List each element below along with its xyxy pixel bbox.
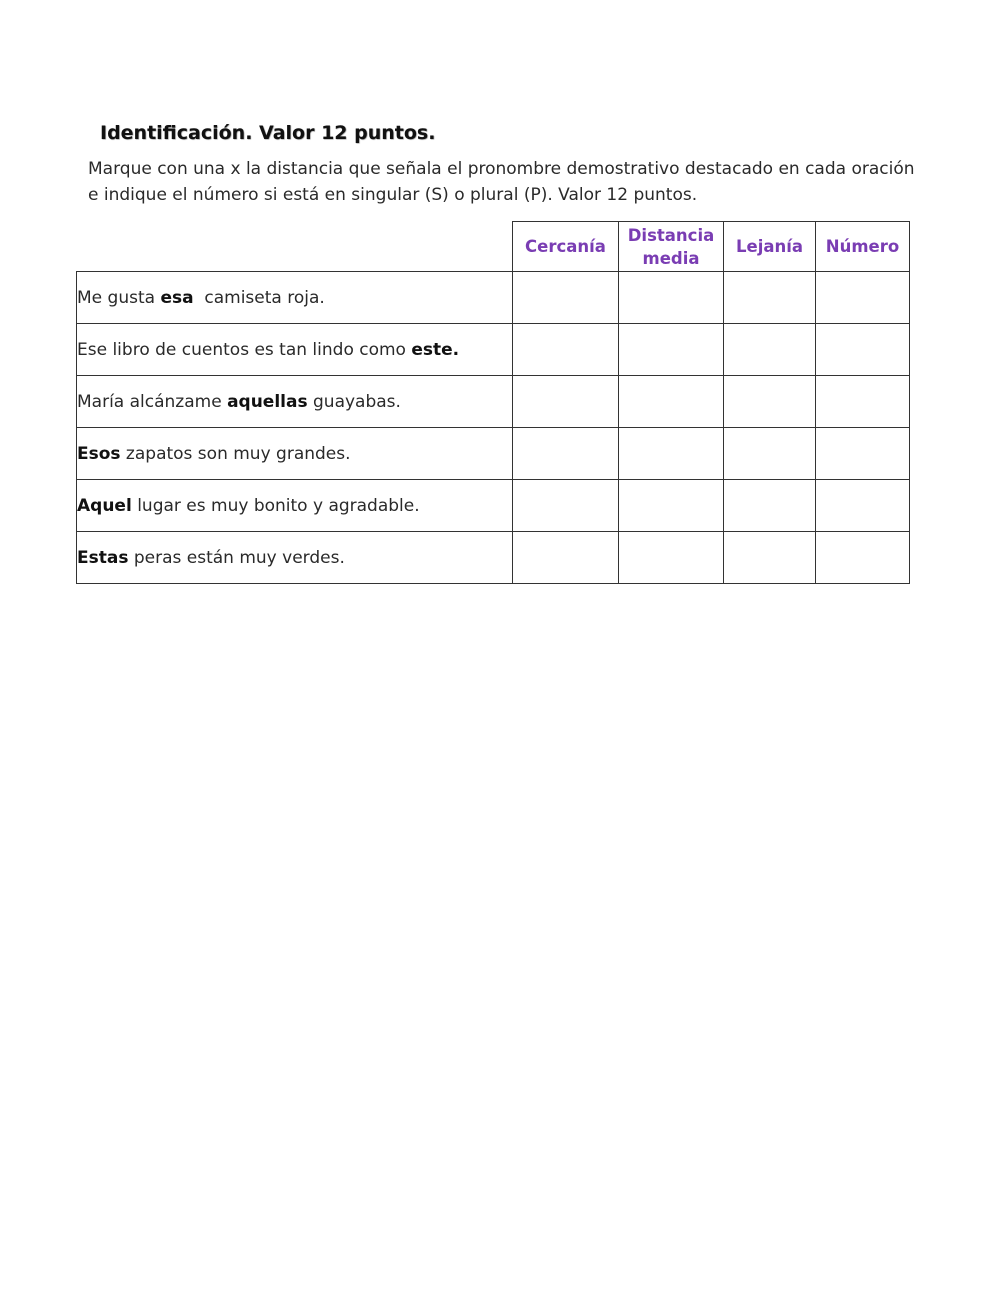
- column-header-numero: Número: [816, 222, 910, 272]
- answer-cell-lejania[interactable]: [724, 532, 816, 584]
- answer-cell-lejania[interactable]: [724, 376, 816, 428]
- demonstrative-pronoun-table: [76, 221, 910, 584]
- answer-cell-cercania[interactable]: [513, 532, 619, 584]
- sentence-cell: [77, 324, 513, 376]
- answer-cell-cercania[interactable]: [513, 480, 619, 532]
- sentence-text: María alcánzame: [77, 391, 228, 412]
- table-row: [77, 532, 910, 584]
- answer-cell-numero[interactable]: [816, 272, 910, 324]
- worksheet-instructions: Marque con una x la distancia que señala el pronombre demostrativo destacado en cada oración e indique el número si está en singular (S) o plural (P). Valor 12 puntos.: [88, 159, 915, 205]
- highlighted-pronoun: esa: [160, 287, 194, 308]
- sentence-text: Ese libro de cuentos es tan lindo como: [77, 339, 412, 360]
- answer-cell-distancia-media[interactable]: [619, 272, 724, 324]
- answer-cell-distancia-media[interactable]: [619, 532, 724, 584]
- column-header-distancia-media-line1: Distancia: [627, 225, 715, 245]
- answer-cell-distancia-media[interactable]: [619, 428, 724, 480]
- table-row: [77, 272, 910, 324]
- worksheet-title: Identificación. Valor 12 puntos.: [100, 122, 436, 144]
- sentence-text: Me gusta: [77, 287, 161, 308]
- highlighted-pronoun: Esos: [77, 443, 121, 464]
- column-header-distancia-media: [619, 222, 724, 272]
- answer-cell-numero[interactable]: [816, 324, 910, 376]
- sentence-text: lugar es muy bonito y agradable.: [131, 495, 420, 516]
- sentence-text: peras están muy verdes.: [128, 547, 345, 568]
- highlighted-pronoun: Aquel: [77, 495, 132, 516]
- table-row: [77, 324, 910, 376]
- sentence-text: guayabas.: [307, 391, 401, 412]
- sentence-cell: [77, 376, 513, 428]
- answer-cell-distancia-media[interactable]: [619, 480, 724, 532]
- sentence-text: zapatos son muy grandes.: [120, 443, 351, 464]
- answer-cell-lejania[interactable]: [724, 480, 816, 532]
- answer-cell-cercania[interactable]: [513, 272, 619, 324]
- answer-cell-lejania[interactable]: [724, 428, 816, 480]
- answer-cell-numero[interactable]: [816, 480, 910, 532]
- answer-cell-cercania[interactable]: [513, 428, 619, 480]
- table-row: [77, 376, 910, 428]
- answer-cell-lejania[interactable]: [724, 272, 816, 324]
- answer-cell-numero[interactable]: [816, 532, 910, 584]
- answer-cell-numero[interactable]: [816, 428, 910, 480]
- highlighted-pronoun: Estas: [77, 547, 129, 568]
- answer-cell-distancia-media[interactable]: [619, 324, 724, 376]
- sentence-cell: [77, 272, 513, 324]
- sentence-text: camiseta roja.: [193, 287, 325, 308]
- sentence-cell: [77, 532, 513, 584]
- answer-cell-cercania[interactable]: [513, 376, 619, 428]
- column-header-lejania: Lejanía: [724, 222, 816, 272]
- highlighted-pronoun: este.: [411, 339, 460, 360]
- table-header-row: [77, 222, 910, 272]
- table-row: [77, 480, 910, 532]
- sentence-cell: [77, 480, 513, 532]
- sentence-cell: [77, 428, 513, 480]
- answer-cell-numero[interactable]: [816, 376, 910, 428]
- table-row: [77, 428, 910, 480]
- header-blank-cell: [77, 222, 513, 272]
- answer-cell-cercania[interactable]: [513, 324, 619, 376]
- answer-cell-lejania[interactable]: [724, 324, 816, 376]
- column-header-distancia-media-line2: media: [642, 248, 700, 268]
- column-header-cercania: Cercanía: [513, 222, 619, 272]
- answer-cell-distancia-media[interactable]: [619, 376, 724, 428]
- highlighted-pronoun: aquellas: [227, 391, 308, 412]
